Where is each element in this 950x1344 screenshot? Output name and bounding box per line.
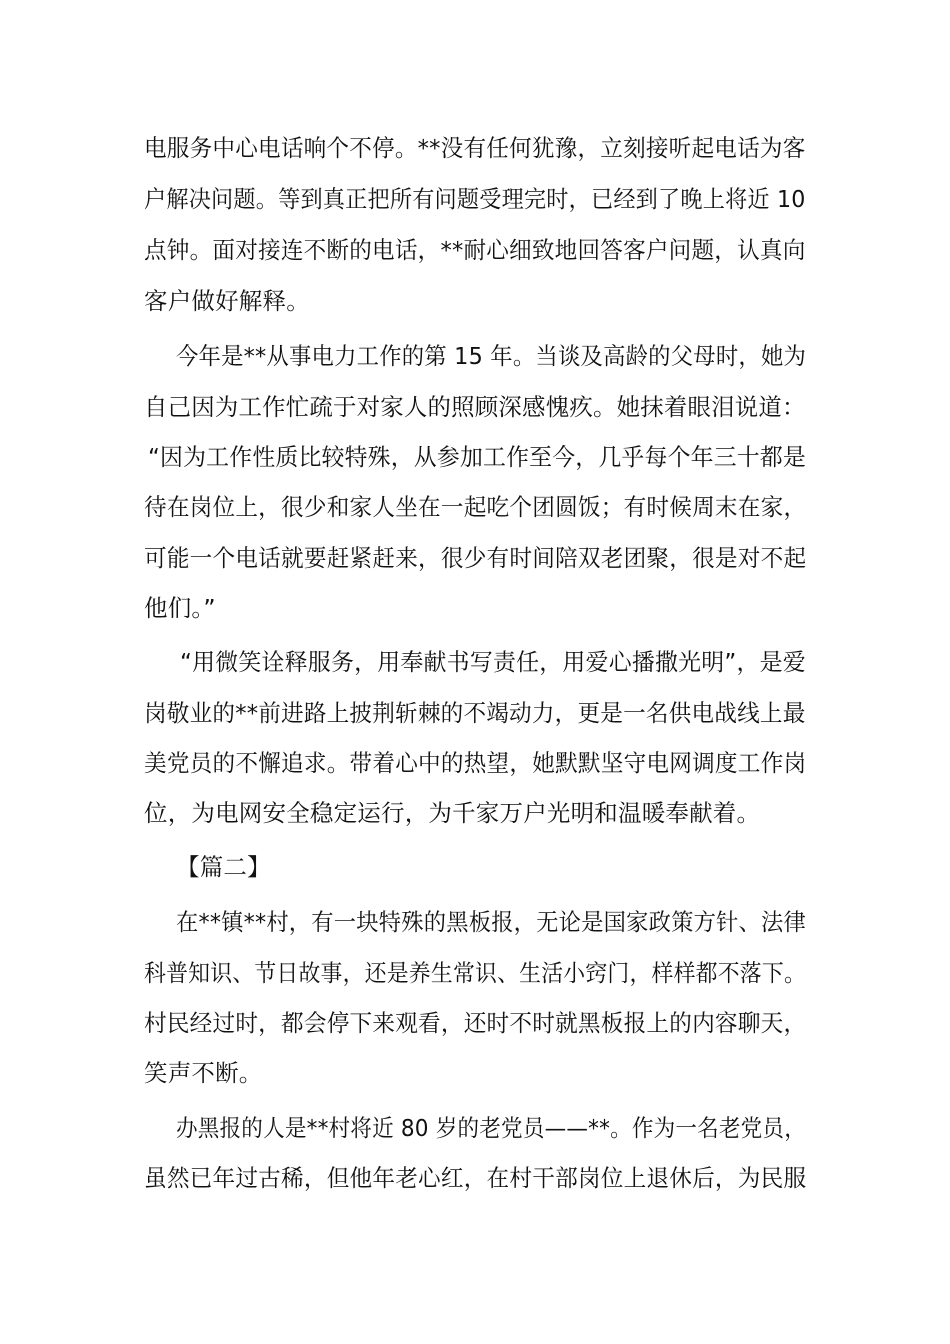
paragraph-first-line: 今年是**从事电力工作的第 15 年。当谈及高龄的父母时，她为 — [176, 342, 807, 370]
paragraph-first-line: “用微笑诠释服务，用奉献书写责任，用爱心播撒光明”，是爱 — [180, 648, 806, 676]
text-line: 岗敬业的**前进路上披荆斩棘的不竭动力，更是一名供电战线上最 — [144, 699, 806, 727]
text-line: 可能一个电话就要赶紧赶来，很少有时间陪双老团聚，很是对不起 — [144, 544, 807, 572]
text-line: 科普知识、节日故事，还是养生常识、生活小窍门，样样都不落下。 — [144, 959, 807, 987]
quote-line: “因为工作性质比较特殊，从参加工作至今，几乎每个年三十都是 — [148, 443, 807, 471]
text-line: 电服务中心电话响个不停。**没有任何犹豫，立刻接听起电话为客 — [144, 134, 806, 162]
paragraph-first-line: 办黑报的人是**村将近 80 岁的老党员——**。作为一名老党员， — [176, 1114, 806, 1142]
text-line: 待在岗位上，很少和家人坐在一起吃个团圆饭；有时候周末在家， — [144, 493, 807, 521]
text-line: 笑声不断。 — [144, 1059, 263, 1087]
text-line: 客户做好解释。 — [144, 287, 310, 315]
text-line: 户解决问题。等到真正把所有问题受理完时，已经到了晚上将近 10 — [144, 185, 806, 213]
text-line: 点钟。面对接连不断的电话，**耐心细致地回答客户问题，认真向 — [144, 236, 806, 264]
text-line: 村民经过时，都会停下来观看，还时不时就黑板报上的内容聊天， — [144, 1009, 807, 1037]
text-line: 美党员的不懈追求。带着心中的热望，她默默坚守电网调度工作岗 — [144, 749, 807, 777]
text-line: 虽然已年过古稀，但他年老心红，在村干部岗位上退休后，为民服 — [144, 1164, 807, 1192]
paragraph-first-line: 在**镇**村，有一块特殊的黑板报，无论是国家政策方针、法律 — [176, 908, 807, 936]
text-line: 自己因为工作忙疏于对家人的照顾深感愧疚。她抹着眼泪说道： — [144, 393, 806, 421]
text-line: 位，为电网安全稳定运行，为千家万户光明和温暖奉献着。 — [144, 799, 761, 827]
text-line: 他们。” — [144, 594, 216, 622]
section-heading: 【篇二】 — [176, 853, 271, 881]
